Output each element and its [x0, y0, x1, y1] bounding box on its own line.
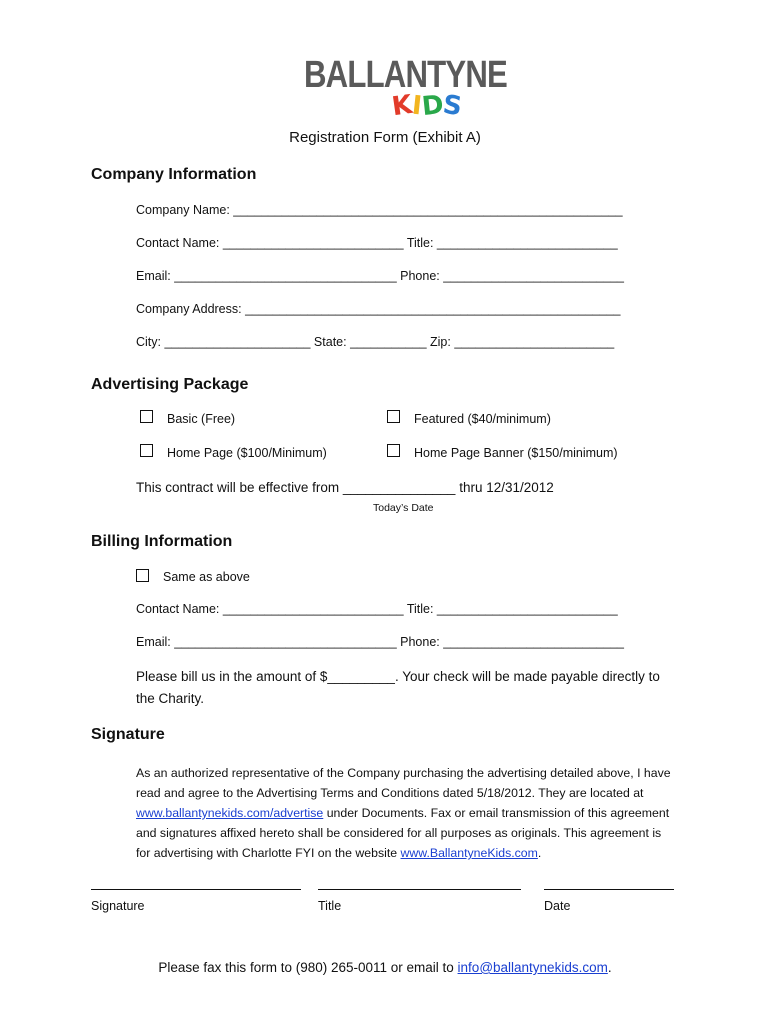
- home-page-banner-label: Home Page Banner ($150/minimum): [414, 446, 618, 460]
- logo-kids-letter: K: [390, 89, 415, 123]
- date-line[interactable]: [544, 889, 674, 890]
- logo-kids-letter: D: [420, 89, 445, 123]
- title-label: Title: [318, 899, 342, 913]
- email-phone-field[interactable]: Email: ________________________________ Phone: __________________________: [136, 269, 624, 283]
- footer-text: Please fax this form to (980) 265-0011 or email to: [158, 960, 458, 975]
- advertise-link[interactable]: www.ballantynekids.com/advertise: [136, 806, 324, 820]
- signature-label: Signature: [91, 899, 145, 913]
- basic-checkbox[interactable]: [140, 410, 153, 423]
- same-as-above-checkbox[interactable]: [136, 569, 149, 582]
- logo-kids-letter: I: [410, 90, 424, 122]
- agreement-text: As an authorized representative of the Company purchasing the advertising detailed above, I have read and agree to the Advertising Terms and Conditions dated 5/18/2012. They are located at: [136, 766, 671, 800]
- basic-label: Basic (Free): [167, 412, 236, 426]
- company-address-field[interactable]: Company Address: ______________________________________________________: [136, 302, 621, 316]
- title-line[interactable]: [318, 889, 521, 890]
- ballantyne-kids-logo: [304, 54, 507, 126]
- todays-date-caption: Today’s Date: [373, 502, 434, 514]
- logo-kids-letter: S: [441, 89, 465, 123]
- billing-contact-title-field[interactable]: Contact Name: __________________________ Title: __________________________: [136, 602, 618, 616]
- form-title: Registration Form (Exhibit A): [289, 129, 481, 146]
- home-page-label: Home Page ($100/Minimum): [167, 446, 327, 460]
- agreement-text: under Documents. Fax or email transmission of this agreement and signatures affixed hereto shall be considered for all purposes as originals. This agreement is for advertising with Charlotte FYI on the website: [136, 806, 670, 860]
- billing-heading: Billing Information: [91, 533, 233, 550]
- agreement-text: .: [537, 846, 542, 860]
- signature-line[interactable]: [91, 889, 301, 890]
- agreement-paragraph: [136, 763, 676, 863]
- home-page-checkbox[interactable]: [140, 444, 153, 457]
- billing-email-phone-field[interactable]: Email: ________________________________ Phone: __________________________: [136, 635, 624, 649]
- email-link[interactable]: info@ballantynekids.com: [457, 960, 608, 975]
- logo-wordmark: BALLANTYNE: [304, 54, 507, 96]
- featured-label: Featured ($40/minimum): [414, 412, 551, 426]
- company-info-heading: Company Information: [91, 166, 257, 183]
- signature-heading: Signature: [91, 726, 165, 743]
- contract-date-field[interactable]: This contract will be effective from _______________ thru 12/31/2012: [136, 480, 554, 495]
- logo-kids: [390, 89, 465, 123]
- advertising-heading: Advertising Package: [91, 376, 249, 393]
- website-link[interactable]: www.BallantyneKids.com: [400, 846, 538, 860]
- bill-amount-line2: the Charity.: [136, 691, 205, 706]
- featured-checkbox[interactable]: [387, 410, 400, 423]
- contact-title-field[interactable]: Contact Name: __________________________ Title: __________________________: [136, 236, 618, 250]
- bill-amount-field[interactable]: Please bill us in the amount of $_________. Your check will be made payable directly to: [136, 669, 660, 684]
- footer-instructions: [0, 960, 770, 975]
- company-name-field[interactable]: Company Name: ________________________________________________________: [136, 203, 623, 217]
- home-page-banner-checkbox[interactable]: [387, 444, 400, 457]
- city-state-zip-field[interactable]: City: _____________________ State: ___________ Zip: _______________________: [136, 335, 615, 349]
- date-label: Date: [544, 899, 571, 913]
- same-as-above-label: Same as above: [163, 570, 250, 584]
- footer-text: .: [607, 960, 612, 975]
